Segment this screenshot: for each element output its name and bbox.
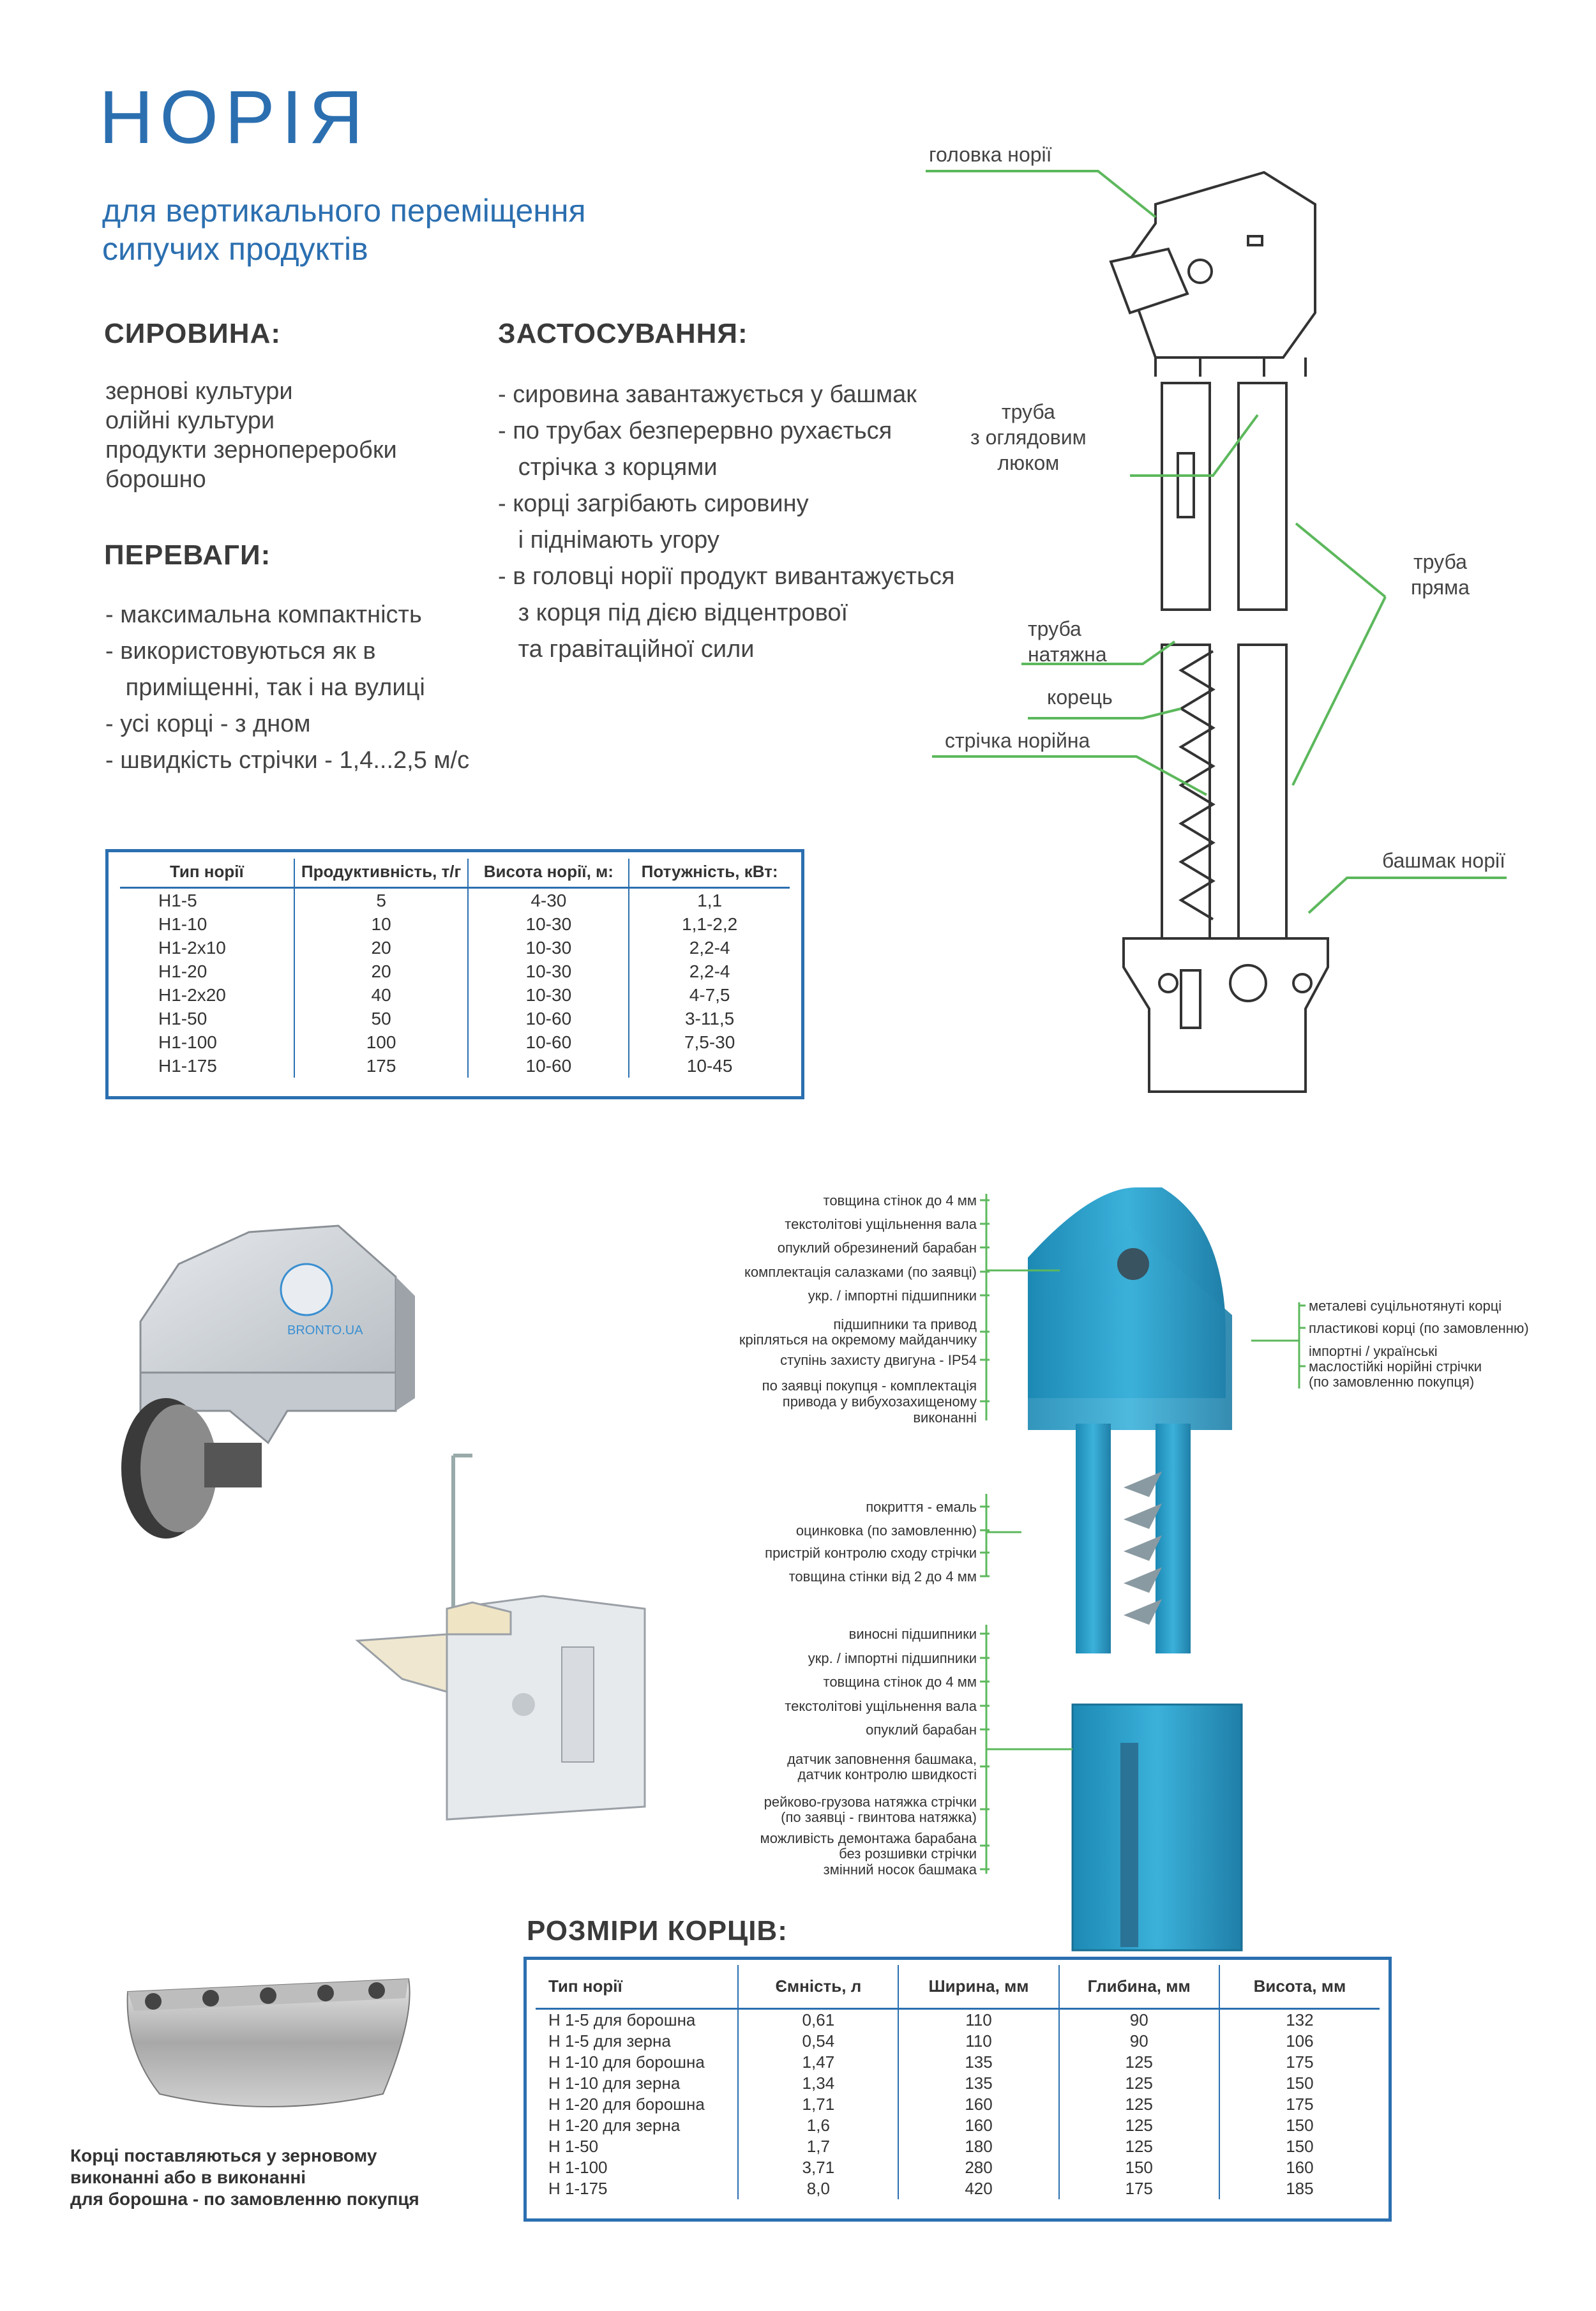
table-cell: 175 (294, 1054, 469, 1078)
table-cell: Н1-2х10 (120, 936, 294, 960)
table-cell: Н 1-10 для зерна (536, 2073, 738, 2094)
list-item: - усі корці - з дном (105, 711, 311, 737)
advantages-heading: ПЕРЕВАГИ: (104, 539, 271, 571)
table-cell: 10-45 (686, 1056, 733, 1076)
table-header-row (536, 1965, 1380, 2009)
list-item: борошно (105, 466, 206, 493)
column-header: Висота норії, м: (468, 859, 629, 888)
table-cell: 40 (294, 983, 469, 1007)
bucket-sizes-heading: РОЗМІРИ КОРЦІВ: (527, 1915, 788, 1946)
table-cell: 20 (294, 936, 469, 960)
table-cell: Н 1-10 для борошна (536, 2052, 738, 2073)
table-cell: 1,71 (738, 2094, 898, 2115)
table-cell: 2,2-4 (689, 961, 730, 981)
label-belt: стрічка норійна (945, 729, 1090, 752)
table-cell: 7,5-30 (684, 1032, 735, 1052)
table-cell: Н 1-5 для борошна (536, 2009, 738, 2031)
subtitle-line: сипучих продуктів (102, 231, 368, 267)
column-header: Потужність, кВт: (629, 859, 790, 888)
list-item: - сировина завантажується у башмак (498, 381, 917, 408)
table-cell: 3,71 (738, 2157, 898, 2178)
caption-line: виконанні або в виконанні (70, 2167, 306, 2187)
column-header: Продуктивність, т/г (294, 859, 469, 888)
spec-label: без розшивки стрічки (839, 1846, 977, 1862)
table-cell: 1,6 (738, 2115, 898, 2136)
table-cell: Н1-175 (120, 1054, 294, 1078)
column-header: Ємність, л (738, 1965, 898, 2009)
column-header: Тип норії (120, 859, 294, 888)
list-item: - в головці норії продукт вивантажується (498, 563, 955, 590)
spec-label: товщина стінки від 2 до 4 мм (788, 1569, 977, 1585)
list-item: - максимальна компактність (105, 601, 422, 628)
spec-label: опуклий барабан (866, 1722, 977, 1738)
table-cell: Н 1-20 для зерна (536, 2115, 738, 2136)
table-cell: Н1-20 (120, 960, 294, 983)
table-cell: 175 (1286, 2095, 1314, 2114)
spec-label: опуклий обрезинений барабан (777, 1240, 977, 1256)
table-cell: 100 (294, 1030, 469, 1054)
table-row (536, 2115, 1380, 2136)
table-cell: 1,34 (738, 2073, 898, 2094)
table-cell: Н 1-100 (536, 2157, 738, 2178)
spec-label: виконанні (913, 1410, 977, 1426)
spec-label: можливість демонтажа барабана (760, 1830, 977, 1846)
column-header: Висота, мм (1219, 1965, 1380, 2009)
spec-label: ступінь захисту двигуна - IP54 (780, 1352, 977, 1368)
spec-label: рейково-грузова натяжка стрічки (764, 1794, 977, 1810)
spec-label: товщина стінок до 4 мм (823, 1674, 977, 1690)
table-row (536, 2009, 1380, 2031)
spec-label: привода у вибухозахищеному (782, 1394, 977, 1410)
label-boot: башмак норії (1382, 849, 1506, 872)
table-cell: 4-7,5 (689, 985, 730, 1005)
table-cell: 1,1 (697, 891, 723, 910)
table-cell: 10-30 (468, 912, 629, 936)
list-item: з корця під дією відцентрової (498, 599, 848, 626)
list-item: стрічка з корцями (498, 454, 718, 481)
bucket-photo (115, 1966, 421, 2113)
page-title: НОРІЯ (99, 75, 370, 160)
column-header: Глибина, мм (1059, 1965, 1219, 2009)
label-line: труба (1028, 617, 1081, 640)
bucket-sizes-table (523, 1957, 1392, 2222)
table-cell: 1,1-2,2 (682, 914, 738, 934)
table-cell: 1,47 (738, 2052, 898, 2073)
list-item: та гравітаційної сили (498, 636, 755, 663)
caption-line: Корці поставляються у зерновому (70, 2146, 377, 2165)
spec-label: металеві суцільнотянуті корці (1309, 1298, 1502, 1314)
spec-label: пристрій контролю сходу стрічки (765, 1545, 977, 1561)
list-item: - по трубах безперервно рухається (498, 418, 892, 444)
table-cell: 185 (1286, 2179, 1314, 2198)
table-cell: 125 (1059, 2136, 1219, 2157)
table-row (536, 2178, 1380, 2199)
table-cell: 10 (294, 912, 469, 936)
table-cell: 175 (1286, 2052, 1314, 2072)
table-row (536, 2073, 1380, 2094)
list-item: - використовуються як в (105, 638, 376, 665)
spec-label: маслостійкі норійні стрічки (1309, 1359, 1482, 1374)
brand-logo-text: BRONTO.UA (287, 1323, 363, 1337)
table-cell: 10-30 (468, 983, 629, 1007)
table-cell: 110 (898, 2009, 1058, 2031)
spec-label: датчик заповнення башмака, (787, 1751, 977, 1767)
table-cell: Н1-50 (120, 1007, 294, 1030)
table-cell: 0,61 (738, 2009, 898, 2031)
spec-label: комплектація салазками (по заявці) (744, 1264, 977, 1280)
table-cell: 10-60 (468, 1054, 629, 1078)
spec-label: (по замовленню покупця) (1309, 1374, 1475, 1390)
list-item: і піднімають угору (498, 527, 719, 553)
spec-label: (по заявці - гвинтова натяжка) (781, 1809, 977, 1825)
table-cell: 4-30 (468, 888, 629, 913)
table-cell: 110 (898, 2031, 1058, 2052)
table-cell: 125 (1059, 2073, 1219, 2094)
table-cell: Н 1-20 для борошна (536, 2094, 738, 2115)
list-item: продукти зернопереробки (105, 437, 397, 463)
table-cell: 420 (898, 2178, 1058, 2199)
spec-label: кріпляться на окремому майданчику (739, 1332, 977, 1348)
subtitle-line: для вертикального переміщення (102, 193, 586, 229)
label-line: натяжна (1028, 643, 1107, 666)
table-cell: 2,2-4 (689, 938, 730, 958)
table-cell: Н 1-5 для зерна (536, 2031, 738, 2052)
table-cell: 50 (294, 1007, 469, 1030)
table-cell: 125 (1059, 2115, 1219, 2136)
table-cell: 1,7 (738, 2136, 898, 2157)
spec-label: оцинковка (по замовленню) (795, 1523, 977, 1539)
table-cell: 5 (294, 888, 469, 913)
spec-label: товщина стінок до 4 мм (823, 1193, 977, 1208)
table-cell: 8,0 (738, 2178, 898, 2199)
table-cell: 132 (1286, 2010, 1314, 2029)
spec-label: датчик контролю швидкості (797, 1766, 977, 1782)
caption-line: для борошна - по замовленню покупця (70, 2189, 419, 2209)
table-cell: Н 1-50 (536, 2136, 738, 2157)
label-head: головка норії (929, 143, 1052, 166)
table-cell: 10-30 (468, 960, 629, 983)
bucket-caption (70, 2145, 419, 2210)
table-cell: 90 (1059, 2009, 1219, 2031)
table-cell: 135 (898, 2052, 1058, 2073)
table-cell: Н1-100 (120, 1030, 294, 1054)
spec-label: укр. / імпортні підшипники (808, 1650, 977, 1666)
table-cell: 150 (1059, 2157, 1219, 2178)
table-row (536, 2052, 1380, 2073)
label-line: труба (1413, 550, 1467, 573)
table-cell: 20 (294, 960, 469, 983)
table-cell: 90 (1059, 2031, 1219, 2052)
list-item: приміщенні, так і на вулиці (105, 674, 425, 701)
table-cell: 160 (1286, 2158, 1314, 2177)
table-cell: 3-11,5 (684, 1009, 735, 1028)
table-cell: 280 (898, 2157, 1058, 2178)
list-item: - корці загрібають сировину (498, 490, 809, 517)
table-row (536, 2136, 1380, 2157)
spec-label: укр. / імпортні підшипники (808, 1288, 977, 1304)
table-cell: 0,54 (738, 2031, 898, 2052)
table-cell: 175 (1059, 2178, 1219, 2199)
table-cell: 125 (1059, 2094, 1219, 2115)
table-cell: 150 (1286, 2074, 1314, 2093)
raw-materials-heading: СИРОВИНА: (104, 318, 281, 349)
table-cell: 10-60 (468, 1007, 629, 1030)
label-line: труба (1001, 400, 1055, 423)
spec-label: покриття - емаль (866, 1499, 977, 1515)
table-cell: Н1-10 (120, 912, 294, 936)
column-header: Ширина, мм (898, 1965, 1058, 2009)
spec-label: виносні підшипники (848, 1626, 977, 1642)
table-cell: Н1-5 (120, 888, 294, 913)
application-heading: ЗАСТОСУВАННЯ: (498, 318, 748, 349)
table-cell: Н 1-175 (536, 2178, 738, 2199)
table-cell: 10-30 (468, 936, 629, 960)
list-item: - швидкість стрічки - 1,4...2,5 м/с (105, 747, 470, 774)
spec-label: текстолітові ущільнення вала (785, 1698, 977, 1714)
table-row (536, 2157, 1380, 2178)
table-cell: 10-60 (468, 1030, 629, 1054)
table-cell: 160 (898, 2094, 1058, 2115)
label-line: пряма (1411, 576, 1470, 599)
table-cell: 106 (1286, 2031, 1314, 2051)
table-cell: 125 (1059, 2052, 1219, 2073)
table-cell: 150 (1286, 2137, 1314, 2156)
table-cell: Н1-2х20 (120, 983, 294, 1007)
spec-label: імпортні / українські (1309, 1343, 1438, 1359)
table-cell: 160 (898, 2115, 1058, 2136)
spec-label: по заявці покупця - комплектація (762, 1378, 977, 1394)
table-cell: 180 (898, 2136, 1058, 2157)
label-line: з оглядовим (970, 426, 1087, 449)
table-cell: 135 (898, 2073, 1058, 2094)
label-bucket: корець (1047, 686, 1113, 709)
spec-label: пластикові корці (по замовленню) (1309, 1320, 1529, 1336)
spec-label: змінний носок башмака (823, 1862, 977, 1878)
label-line: люком (997, 451, 1060, 474)
list-item: зернові культури (105, 378, 293, 405)
table-row (536, 2031, 1380, 2052)
spec-label: підшипники та привод (833, 1316, 977, 1332)
table-row (536, 2094, 1380, 2115)
spec-label: текстолітові ущільнення вала (785, 1216, 977, 1232)
column-header: Тип норії (536, 1965, 738, 2009)
list-item: олійні культури (105, 407, 275, 434)
table-cell: 150 (1286, 2116, 1314, 2135)
